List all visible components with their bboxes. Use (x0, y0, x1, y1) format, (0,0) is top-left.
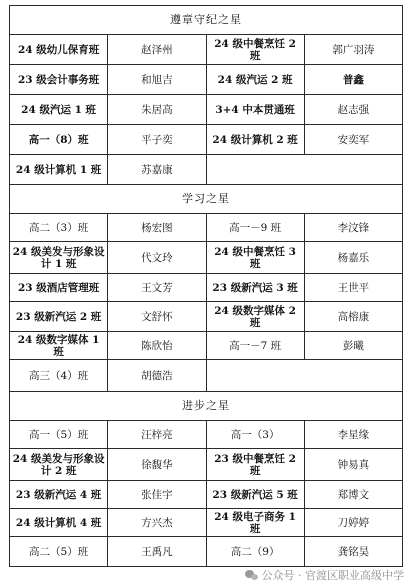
class-name-cell: 高二（5）班 (10, 537, 108, 567)
class-name-cell: 23 级新汽运 5 班 (206, 481, 304, 509)
table-row (10, 449, 403, 481)
student-name-cell: 杨嘉乐 (304, 242, 402, 274)
class-name-cell: 24 级幼儿保育班 (10, 35, 108, 65)
class-name-cell: 24 级中餐烹饪 2 班 (206, 35, 304, 65)
student-name-cell: 陈欣怡 (108, 332, 206, 360)
table-row (10, 509, 403, 537)
table-row (10, 242, 403, 274)
class-name-cell: 24 级汽运 2 班 (206, 65, 304, 95)
student-name-cell: 安奕军 (304, 125, 402, 155)
section-title: 进步之星 (10, 392, 403, 421)
student-name-cell: 苏嘉康 (108, 155, 206, 185)
class-name-cell: 高一（8）班 (10, 125, 108, 155)
class-name-cell: 24 级计算机 1 班 (10, 155, 108, 185)
section-header-row (10, 185, 403, 214)
class-name-cell: 高一－7 班 (206, 332, 304, 360)
student-name-cell: 郑博文 (304, 481, 402, 509)
watermark (245, 567, 405, 583)
table-row (10, 332, 403, 360)
section-title: 学习之星 (10, 185, 403, 214)
class-name-cell: 24 级数字媒体 1 班 (10, 332, 108, 360)
awards-table-body (10, 6, 403, 567)
class-name-cell: 24 级美发与形象设计 2 班 (10, 449, 108, 481)
student-name-cell: 代文玲 (108, 242, 206, 274)
table-row (10, 274, 403, 302)
table-row (10, 214, 403, 242)
class-name-cell: 高一（3） (206, 421, 304, 449)
student-name-cell: 张佳宇 (108, 481, 206, 509)
class-name-cell: 3+4 中本贯通班 (206, 95, 304, 125)
student-name-cell: 李星缘 (304, 421, 402, 449)
class-name-cell: 高二（9） (206, 537, 304, 567)
class-name-cell: 高二（3）班 (10, 214, 108, 242)
student-name-cell: 朱居高 (108, 95, 206, 125)
class-name-cell: 23 级新汽运 3 班 (206, 274, 304, 302)
student-name-cell: 方兴杰 (108, 509, 206, 537)
table-row (10, 302, 403, 332)
class-name-cell: 高三（4）班 (10, 360, 108, 392)
empty-cell (206, 155, 403, 185)
class-name-cell: 24 级美发与形象设计 1 班 (10, 242, 108, 274)
student-name-cell: 王禹凡 (108, 537, 206, 567)
section-header-row (10, 392, 403, 421)
student-name-cell: 王文芳 (108, 274, 206, 302)
class-name-cell: 23 级新汽运 2 班 (10, 302, 108, 332)
student-name-cell: 和旭吉 (108, 65, 206, 95)
student-name-cell: 彭曦 (304, 332, 402, 360)
student-name-cell: 汪梓亮 (108, 421, 206, 449)
student-name-cell: 王世平 (304, 274, 402, 302)
student-name-cell: 李汶锋 (304, 214, 402, 242)
student-name-cell: 高榕康 (304, 302, 402, 332)
class-name-cell: 23 级新汽运 4 班 (10, 481, 108, 509)
watermark-text: 公众号 · 官渡区职业高级中学 (261, 569, 404, 582)
student-name-cell: 龚铭昊 (304, 537, 402, 567)
table-row (10, 421, 403, 449)
empty-cell (206, 360, 403, 392)
table-row (10, 155, 403, 185)
class-name-cell: 24 级计算机 2 班 (206, 125, 304, 155)
section-title: 遵章守纪之星 (10, 6, 403, 35)
class-name-cell: 24 级数字媒体 2 班 (206, 302, 304, 332)
table-row (10, 360, 403, 392)
class-name-cell: 23 级会计事务班 (10, 65, 108, 95)
student-name-cell: 平子奕 (108, 125, 206, 155)
student-name-cell: 杨宏图 (108, 214, 206, 242)
table-row (10, 125, 403, 155)
table-row (10, 95, 403, 125)
class-name-cell: 24 级电子商务 1 班 (206, 509, 304, 537)
table-row (10, 481, 403, 509)
wechat-icon (245, 570, 259, 581)
table-row (10, 35, 403, 65)
class-name-cell: 24 级计算机 4 班 (10, 509, 108, 537)
table-row (10, 537, 403, 567)
student-name-cell: 普鑫 (304, 65, 402, 95)
table-row (10, 65, 403, 95)
student-name-cell: 文舒怀 (108, 302, 206, 332)
class-name-cell: 23 级中餐烹饪 2 班 (206, 449, 304, 481)
class-name-cell: 高一－9 班 (206, 214, 304, 242)
student-name-cell: 赵泽州 (108, 35, 206, 65)
student-name-cell: 胡德浩 (108, 360, 206, 392)
class-name-cell: 高一（5）班 (10, 421, 108, 449)
class-name-cell: 23 级酒店管理班 (10, 274, 108, 302)
student-name-cell: 徐馥华 (108, 449, 206, 481)
class-name-cell: 24 级中餐烹饪 3 班 (206, 242, 304, 274)
student-name-cell: 赵志强 (304, 95, 402, 125)
awards-table (9, 5, 403, 567)
student-name-cell: 郭广羽涛 (304, 35, 402, 65)
student-name-cell: 钟易真 (304, 449, 402, 481)
section-header-row (10, 6, 403, 35)
student-name-cell: 刀婷婷 (304, 509, 402, 537)
class-name-cell: 24 级汽运 1 班 (10, 95, 108, 125)
